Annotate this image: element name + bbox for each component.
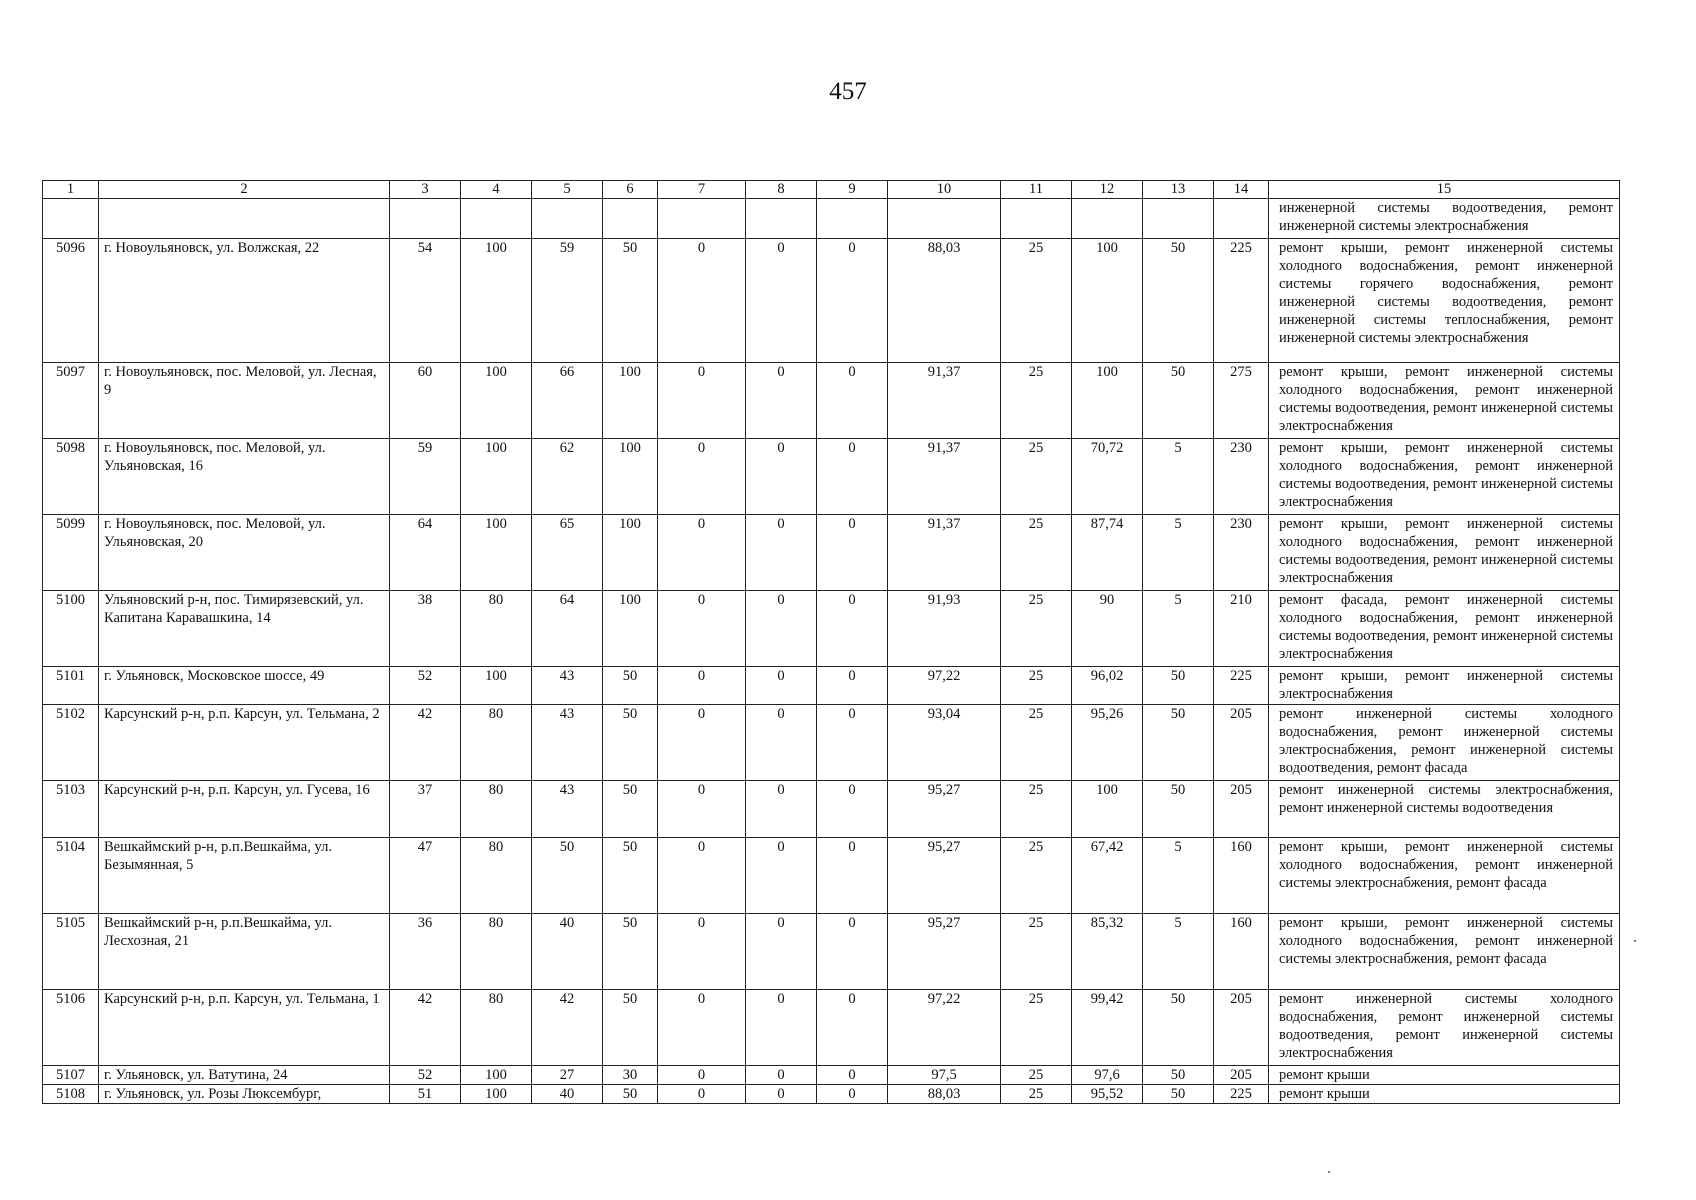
value-col-10: 88,03: [888, 239, 1001, 363]
value-col-7: 0: [658, 705, 746, 781]
value-col-14: 160: [1214, 838, 1269, 914]
value-col-5: 40: [532, 1085, 603, 1104]
value-col-5: 43: [532, 705, 603, 781]
value-col-9: 0: [817, 239, 888, 363]
value-col-5: 50: [532, 838, 603, 914]
value-col-11: 25: [1001, 439, 1072, 515]
value-col-7: 0: [658, 990, 746, 1066]
value-col-12: 85,32: [1072, 914, 1143, 990]
value-col-3: 37: [390, 781, 461, 838]
repair-works-description: ремонт крыши, ремонт инженерной системы холодного водоснабжения, ремонт инженерной системы электроснабжения, ремонт фасада: [1269, 914, 1620, 990]
record-number: 5096: [43, 239, 99, 363]
value-col-9: 0: [817, 667, 888, 705]
value-col-14: 205: [1214, 1066, 1269, 1085]
value-col-13: 5: [1143, 439, 1214, 515]
building-address: г. Новоульяновск, пос. Меловой, ул. Ульяновская, 16: [99, 439, 390, 515]
value-col-4: 80: [461, 838, 532, 914]
building-address: Карсунский р-н, р.п. Карсун, ул. Гусева, 16: [99, 781, 390, 838]
value-col-6: 50: [603, 705, 658, 781]
building-address: г. Новоульяновск, ул. Волжская, 22: [99, 239, 390, 363]
value-col-4: 80: [461, 781, 532, 838]
table-row: [43, 1085, 1620, 1104]
value-col-13: 50: [1143, 1066, 1214, 1085]
value-col-11: 25: [1001, 990, 1072, 1066]
value-col-13: 5: [1143, 838, 1214, 914]
value-col-12: [1072, 199, 1143, 239]
table-row: [43, 667, 1620, 705]
column-header-9: 9: [817, 181, 888, 199]
table-row: [43, 705, 1620, 781]
value-col-8: [746, 199, 817, 239]
value-col-6: 50: [603, 1085, 658, 1104]
value-col-5: 66: [532, 363, 603, 439]
value-col-14: 205: [1214, 990, 1269, 1066]
value-col-14: 275: [1214, 363, 1269, 439]
value-col-10: 95,27: [888, 838, 1001, 914]
value-col-11: 25: [1001, 363, 1072, 439]
value-col-9: 0: [817, 363, 888, 439]
column-header-11: 11: [1001, 181, 1072, 199]
value-col-8: 0: [746, 439, 817, 515]
value-col-11: 25: [1001, 914, 1072, 990]
value-col-10: 95,27: [888, 914, 1001, 990]
record-number: [43, 199, 99, 239]
table-row: [43, 363, 1620, 439]
repair-works-description: ремонт крыши, ремонт инженерной системы холодного водоснабжения, ремонт инженерной системы водоотведения, ремонт инженерной системы электроснабжения: [1269, 515, 1620, 591]
value-col-9: 0: [817, 439, 888, 515]
value-col-8: 0: [746, 838, 817, 914]
repair-works-description: ремонт крыши, ремонт инженерной системы холодного водоснабжения, ремонт инженерной системы водоотведения, ремонт инженерной системы электроснабжения: [1269, 439, 1620, 515]
column-header-6: 6: [603, 181, 658, 199]
record-number: 5100: [43, 591, 99, 667]
value-col-5: 27: [532, 1066, 603, 1085]
column-header-15: 15: [1269, 181, 1620, 199]
value-col-13: [1143, 199, 1214, 239]
value-col-12: 96,02: [1072, 667, 1143, 705]
value-col-9: 0: [817, 705, 888, 781]
value-col-3: 51: [390, 1085, 461, 1104]
value-col-12: 100: [1072, 781, 1143, 838]
column-number-header-row: [43, 181, 1620, 199]
value-col-9: 0: [817, 515, 888, 591]
value-col-14: 160: [1214, 914, 1269, 990]
value-col-11: 25: [1001, 838, 1072, 914]
housing-repair-table: [42, 180, 1620, 1104]
value-col-7: 0: [658, 781, 746, 838]
value-col-13: 5: [1143, 515, 1214, 591]
table-row: [43, 914, 1620, 990]
value-col-6: 50: [603, 990, 658, 1066]
value-col-13: 50: [1143, 667, 1214, 705]
value-col-4: 80: [461, 591, 532, 667]
value-col-9: 0: [817, 914, 888, 990]
value-col-14: 205: [1214, 705, 1269, 781]
value-col-12: 95,26: [1072, 705, 1143, 781]
value-col-14: 225: [1214, 667, 1269, 705]
value-col-7: 0: [658, 363, 746, 439]
value-col-5: 64: [532, 591, 603, 667]
value-col-8: 0: [746, 914, 817, 990]
value-col-12: 90: [1072, 591, 1143, 667]
value-col-12: 95,52: [1072, 1085, 1143, 1104]
building-address: Карсунский р-н, р.п. Карсун, ул. Тельмана, 1: [99, 990, 390, 1066]
value-col-4: 100: [461, 667, 532, 705]
record-number: 5101: [43, 667, 99, 705]
record-number: 5103: [43, 781, 99, 838]
value-col-12: 100: [1072, 363, 1143, 439]
value-col-4: 100: [461, 239, 532, 363]
value-col-5: 59: [532, 239, 603, 363]
value-col-13: 5: [1143, 914, 1214, 990]
table-row: [43, 439, 1620, 515]
table-row: [43, 515, 1620, 591]
repair-works-description: ремонт крыши, ремонт инженерной системы электроснабжения: [1269, 667, 1620, 705]
column-header-7: 7: [658, 181, 746, 199]
table-row: [43, 1066, 1620, 1085]
table-row: [43, 239, 1620, 363]
column-header-1: 1: [43, 181, 99, 199]
table-row: [43, 781, 1620, 838]
value-col-3: 52: [390, 1066, 461, 1085]
value-col-4: [461, 199, 532, 239]
value-col-13: 50: [1143, 239, 1214, 363]
table-row: [43, 990, 1620, 1066]
table-row: [43, 591, 1620, 667]
value-col-9: 0: [817, 781, 888, 838]
record-number: 5104: [43, 838, 99, 914]
value-col-6: 100: [603, 515, 658, 591]
building-address: [99, 199, 390, 239]
building-address: г. Ульяновск, ул. Ватутина, 24: [99, 1066, 390, 1085]
value-col-13: 5: [1143, 591, 1214, 667]
value-col-6: 100: [603, 363, 658, 439]
value-col-9: 0: [817, 838, 888, 914]
value-col-7: 0: [658, 1085, 746, 1104]
value-col-4: 100: [461, 439, 532, 515]
value-col-9: 0: [817, 990, 888, 1066]
building-address: Карсунский р-н, р.п. Карсун, ул. Тельмана, 2: [99, 705, 390, 781]
repair-works-description: ремонт крыши, ремонт инженерной системы холодного водоснабжения, ремонт инженерной системы водоотведения, ремонт инженерной системы электроснабжения: [1269, 363, 1620, 439]
value-col-11: 25: [1001, 239, 1072, 363]
value-col-8: 0: [746, 781, 817, 838]
column-header-13: 13: [1143, 181, 1214, 199]
value-col-8: 0: [746, 667, 817, 705]
value-col-14: 210: [1214, 591, 1269, 667]
value-col-3: 60: [390, 363, 461, 439]
value-col-4: 100: [461, 363, 532, 439]
record-number: 5106: [43, 990, 99, 1066]
repair-works-description: ремонт крыши: [1269, 1085, 1620, 1104]
value-col-7: 0: [658, 591, 746, 667]
table-row: [43, 199, 1620, 239]
value-col-9: [817, 199, 888, 239]
value-col-11: 25: [1001, 1066, 1072, 1085]
value-col-3: [390, 199, 461, 239]
column-header-2: 2: [99, 181, 390, 199]
building-address: Ульяновский р-н, пос. Тимирязевский, ул. Капитана Каравашкина, 14: [99, 591, 390, 667]
value-col-7: 0: [658, 239, 746, 363]
value-col-7: 0: [658, 1066, 746, 1085]
value-col-8: 0: [746, 1066, 817, 1085]
value-col-6: [603, 199, 658, 239]
value-col-13: 50: [1143, 990, 1214, 1066]
value-col-6: 50: [603, 914, 658, 990]
value-col-11: 25: [1001, 667, 1072, 705]
value-col-5: 40: [532, 914, 603, 990]
value-col-6: 50: [603, 838, 658, 914]
value-col-9: 0: [817, 1085, 888, 1104]
value-col-11: 25: [1001, 1085, 1072, 1104]
value-col-14: 230: [1214, 515, 1269, 591]
value-col-12: 97,6: [1072, 1066, 1143, 1085]
value-col-4: 100: [461, 1085, 532, 1104]
value-col-13: 50: [1143, 705, 1214, 781]
value-col-10: 88,03: [888, 1085, 1001, 1104]
value-col-6: 50: [603, 781, 658, 838]
value-col-8: 0: [746, 990, 817, 1066]
value-col-7: 0: [658, 439, 746, 515]
record-number: 5107: [43, 1066, 99, 1085]
value-col-13: 50: [1143, 1085, 1214, 1104]
record-number: 5108: [43, 1085, 99, 1104]
record-number: 5099: [43, 515, 99, 591]
value-col-3: 52: [390, 667, 461, 705]
value-col-6: 100: [603, 591, 658, 667]
value-col-8: 0: [746, 591, 817, 667]
value-col-10: 91,93: [888, 591, 1001, 667]
value-col-5: [532, 199, 603, 239]
value-col-12: 87,74: [1072, 515, 1143, 591]
column-header-12: 12: [1072, 181, 1143, 199]
column-header-4: 4: [461, 181, 532, 199]
value-col-5: 43: [532, 667, 603, 705]
repair-works-description: ремонт крыши: [1269, 1066, 1620, 1085]
value-col-3: 42: [390, 705, 461, 781]
record-number: 5102: [43, 705, 99, 781]
value-col-6: 50: [603, 239, 658, 363]
record-number: 5097: [43, 363, 99, 439]
value-col-11: [1001, 199, 1072, 239]
value-col-14: 230: [1214, 439, 1269, 515]
value-col-10: 93,04: [888, 705, 1001, 781]
value-col-8: 0: [746, 239, 817, 363]
value-col-10: 91,37: [888, 515, 1001, 591]
building-address: г. Ульяновск, Московское шоссе, 49: [99, 667, 390, 705]
repair-works-description: ремонт инженерной системы холодного водоснабжения, ремонт инженерной системы электроснабжения, ремонт инженерной системы водоотведения, ремонт фасада: [1269, 705, 1620, 781]
value-col-4: 80: [461, 914, 532, 990]
value-col-3: 38: [390, 591, 461, 667]
value-col-7: 0: [658, 914, 746, 990]
value-col-3: 64: [390, 515, 461, 591]
building-address: Вешкаймский р-н, р.п.Вешкайма, ул. Безымянная, 5: [99, 838, 390, 914]
value-col-6: 100: [603, 439, 658, 515]
value-col-5: 65: [532, 515, 603, 591]
value-col-8: 0: [746, 705, 817, 781]
value-col-4: 100: [461, 1066, 532, 1085]
record-number: 5098: [43, 439, 99, 515]
column-header-10: 10: [888, 181, 1001, 199]
value-col-3: 36: [390, 914, 461, 990]
value-col-7: 0: [658, 515, 746, 591]
value-col-12: 100: [1072, 239, 1143, 363]
value-col-3: 59: [390, 439, 461, 515]
value-col-14: [1214, 199, 1269, 239]
table-row: [43, 838, 1620, 914]
value-col-9: 0: [817, 1066, 888, 1085]
repair-works-description: ремонт крыши, ремонт инженерной системы холодного водоснабжения, ремонт инженерной системы горячего водоснабжения, ремонт инженерной системы водоотведения, ремонт инженерной системы теплоснабжения, ремонт инженерной системы электроснабжения: [1269, 239, 1620, 363]
value-col-11: 25: [1001, 591, 1072, 667]
value-col-11: 25: [1001, 705, 1072, 781]
scan-speck: [1328, 1171, 1330, 1173]
page-number: 457: [829, 78, 867, 105]
value-col-7: 0: [658, 667, 746, 705]
value-col-7: 0: [658, 838, 746, 914]
value-col-10: 91,37: [888, 439, 1001, 515]
building-address: Вешкаймский р-н, р.п.Вешкайма, ул. Лесхозная, 21: [99, 914, 390, 990]
value-col-14: 225: [1214, 239, 1269, 363]
value-col-14: 225: [1214, 1085, 1269, 1104]
value-col-6: 50: [603, 667, 658, 705]
value-col-4: 100: [461, 515, 532, 591]
column-header-14: 14: [1214, 181, 1269, 199]
value-col-10: 95,27: [888, 781, 1001, 838]
value-col-8: 0: [746, 1085, 817, 1104]
value-col-10: 97,5: [888, 1066, 1001, 1085]
value-col-10: 91,37: [888, 363, 1001, 439]
repair-works-description: ремонт инженерной системы холодного водоснабжения, ремонт инженерной системы водоотведения, ремонт инженерной системы электроснабжения: [1269, 990, 1620, 1066]
column-header-3: 3: [390, 181, 461, 199]
value-col-14: 205: [1214, 781, 1269, 838]
value-col-12: 70,72: [1072, 439, 1143, 515]
repair-works-description: ремонт крыши, ремонт инженерной системы холодного водоснабжения, ремонт инженерной системы электроснабжения, ремонт фасада: [1269, 838, 1620, 914]
value-col-10: 97,22: [888, 990, 1001, 1066]
value-col-3: 42: [390, 990, 461, 1066]
repair-works-description: ремонт фасада, ремонт инженерной системы холодного водоснабжения, ремонт инженерной системы водоотведения, ремонт инженерной системы электроснабжения: [1269, 591, 1620, 667]
value-col-12: 99,42: [1072, 990, 1143, 1066]
building-address: г. Новоульяновск, пос. Меловой, ул. Лесная, 9: [99, 363, 390, 439]
value-col-11: 25: [1001, 515, 1072, 591]
value-col-5: 62: [532, 439, 603, 515]
scan-speck: [1634, 940, 1636, 942]
value-col-8: 0: [746, 363, 817, 439]
building-address: г. Новоульяновск, пос. Меловой, ул. Ульяновская, 20: [99, 515, 390, 591]
value-col-12: 67,42: [1072, 838, 1143, 914]
value-col-6: 30: [603, 1066, 658, 1085]
building-address: г. Ульяновск, ул. Розы Люксембург,: [99, 1085, 390, 1104]
value-col-3: 47: [390, 838, 461, 914]
column-header-8: 8: [746, 181, 817, 199]
record-number: 5105: [43, 914, 99, 990]
value-col-3: 54: [390, 239, 461, 363]
value-col-4: 80: [461, 990, 532, 1066]
value-col-10: [888, 199, 1001, 239]
value-col-13: 50: [1143, 781, 1214, 838]
value-col-5: 43: [532, 781, 603, 838]
repair-works-description: инженерной системы водоотведения, ремонт инженерной системы электроснабжения: [1269, 199, 1620, 239]
column-header-5: 5: [532, 181, 603, 199]
value-col-5: 42: [532, 990, 603, 1066]
value-col-10: 97,22: [888, 667, 1001, 705]
repair-works-description: ремонт инженерной системы электроснабжения, ремонт инженерной системы водоотведения: [1269, 781, 1620, 838]
value-col-7: [658, 199, 746, 239]
value-col-11: 25: [1001, 781, 1072, 838]
value-col-13: 50: [1143, 363, 1214, 439]
value-col-9: 0: [817, 591, 888, 667]
value-col-4: 80: [461, 705, 532, 781]
value-col-8: 0: [746, 515, 817, 591]
